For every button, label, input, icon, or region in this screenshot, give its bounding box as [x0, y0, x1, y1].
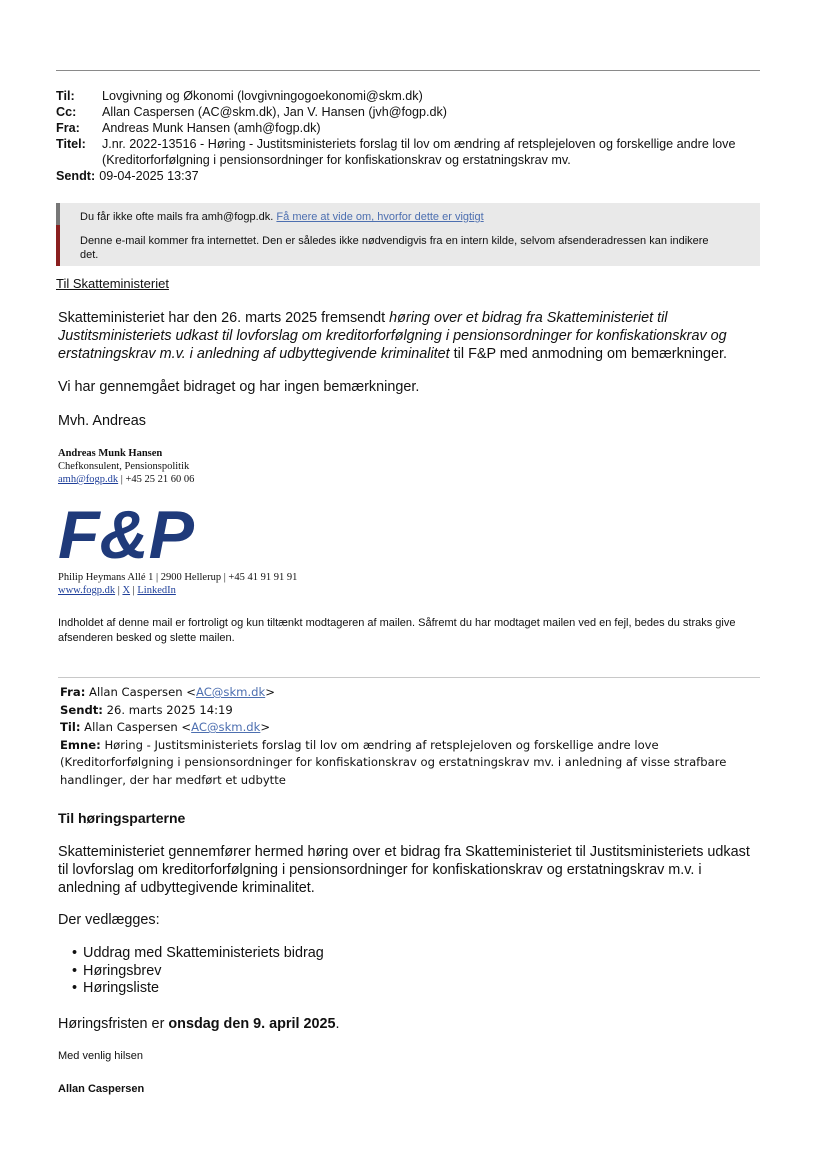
title-label: Titel:	[56, 137, 86, 151]
fwd-to-label: Til:	[60, 720, 81, 734]
attachment-item: • Høringsliste	[72, 980, 324, 998]
forwarded-header	[60, 684, 760, 789]
fwd-to-end: >	[260, 720, 271, 734]
fwd-sent-value: 26. marts 2025 14:19	[102, 702, 233, 717]
header-from-row	[56, 120, 776, 136]
fp-logo	[58, 500, 208, 566]
signature-name: Andreas Munk Hansen	[58, 448, 163, 459]
attachment-list	[72, 945, 324, 998]
fwd-from-end: >	[265, 685, 275, 699]
fwd-from-email-link[interactable]: AC@skm.dk	[195, 685, 266, 699]
fp-logo-text: F&P	[58, 500, 194, 566]
top-divider	[56, 70, 760, 71]
fwd-to-name: Allan Caspersen <	[80, 720, 192, 734]
fwd-subject-row	[60, 737, 760, 790]
signature-block	[58, 447, 194, 486]
forward-divider	[58, 677, 760, 678]
from-value: Andreas Munk Hansen (amh@fogp.dk)	[102, 121, 321, 135]
signature-footer	[58, 571, 297, 597]
reply-salutation: Til Skatteministeriet	[56, 276, 169, 291]
original-sender: Allan Caspersen	[58, 1083, 145, 1095]
header-sent-row	[56, 168, 776, 184]
website-link[interactable]: www.fogp.dk	[58, 585, 116, 596]
title-value: J.nr. 2022-13516 - Høring - Justitsministeriets forslag til lov om ændring af retsplejeloven og forskellige andre love (Kreditorforfølgning i pensionsordninger for konfiskationskrav og erstatningskrav mv.	[102, 137, 736, 167]
header-to-row	[56, 88, 776, 104]
fwd-from-name: Allan Caspersen <	[85, 685, 196, 699]
to-label: Til:	[56, 89, 75, 103]
header-cc-row	[56, 104, 776, 120]
linkedin-link[interactable]: LinkedIn	[137, 585, 176, 596]
signature-contact	[58, 473, 194, 486]
signature-links	[58, 584, 297, 597]
sent-label: Sendt:	[56, 169, 96, 183]
sent-value: 09-04-2025 13:37	[99, 169, 199, 183]
email-header	[56, 88, 776, 184]
fwd-subject-value: Høring - Justitsministeriets forslag til lov om ændring af retsplejeloven og forskellige andre love (Kreditorforfølgning i pensionsordninger for konfiskationskrav og erstatningskrav mv. i anledning af visse strafbare handlinger, der har medført et udbytte	[60, 737, 727, 787]
attachment-item: • Høringsbrev	[72, 963, 324, 981]
external-warning: Denne e-mail kommer fra internettet. Den er således ikke nødvendigvis fra en intern kilde, selvom afsenderadressen kan indikere det.	[56, 225, 760, 266]
link-separator: |	[115, 585, 123, 596]
deadline-date: onsdag den 9. april 2025	[168, 1016, 336, 1032]
reply-closing: Mvh. Andreas	[58, 413, 146, 429]
sender-notice-text: Du får ikke ofte mails fra amh@fogp.dk.	[80, 211, 274, 223]
reply-paragraph-1	[58, 309, 758, 363]
original-greeting: Med venlig hilsen	[58, 1050, 143, 1062]
to-value: Lovgivning og Økonomi (lovgivningogoekonomi@skm.dk)	[102, 89, 423, 103]
reply-p1-italic: høring over et bidrag fra Skatteministeriet til Justitsministeriets udkast til lovforslag om kreditorforfølgning i pensionsordninger for konfiskationskrav og erstatningskrav m.v. i anledning af udbyttegivende kriminalitet	[58, 310, 727, 362]
x-link[interactable]: X	[122, 585, 131, 596]
from-label: Fra:	[56, 121, 80, 135]
external-mail-banner	[56, 203, 760, 266]
fwd-to-email-link[interactable]: AC@skm.dk	[191, 720, 261, 734]
signature-role: Chefkonsulent, Pensionspolitik	[58, 461, 190, 472]
signature-email-link[interactable]: amh@fogp.dk	[58, 474, 119, 485]
cc-label: Cc:	[56, 105, 77, 119]
fwd-sent-row	[60, 702, 760, 720]
learn-more-link[interactable]: Få mere at vide om, hvorfor dette er vigtigt	[276, 211, 484, 223]
reply-paragraph-2: Vi har gennemgået bidraget og har ingen bemærkninger.	[58, 379, 420, 395]
deadline-end: .	[335, 1016, 340, 1032]
sender-notice	[56, 203, 760, 225]
attachment-item: • Uddrag med Skatteministeriets bidrag	[72, 945, 324, 963]
fwd-from-row	[60, 684, 760, 702]
reply-p1-start: Skatteministeriet har den 26. marts 2025 fremsendt	[58, 310, 390, 326]
deadline-line	[58, 1015, 758, 1033]
confidentiality-disclaimer: Indholdet af denne mail er fortroligt og kun tiltænkt modtageren af mailen. Såfremt du har modtaget mailen ved en fejl, bedes du straks give afsenderen besked og slette mailen.	[58, 617, 736, 644]
fwd-from-label: Fra:	[60, 685, 86, 699]
signature-phone: | +45 25 21 60 06	[118, 474, 195, 485]
link-separator: |	[130, 585, 138, 596]
fwd-to-row	[60, 719, 760, 737]
header-title-row	[56, 136, 776, 168]
reply-p1-end: til F&P med anmodning om bemærkninger.	[449, 346, 727, 362]
signature-address: Philip Heymans Allé 1 | 2900 Hellerup | +45 41 91 91 91	[58, 572, 298, 583]
attachments-intro: Der vedlægges:	[58, 912, 160, 928]
cc-value: Allan Caspersen (AC@skm.dk), Jan V. Hansen (jvh@fogp.dk)	[102, 105, 447, 119]
deadline-start: Høringsfristen er	[58, 1016, 169, 1032]
fwd-subject-label: Emne:	[60, 737, 101, 752]
original-paragraph-1: Skatteministeriet gennemfører hermed høring over et bidrag fra Skatteministeriet til Justitsministeriets udkast til lovforslag om kreditorforfølgning i pensionsordninger for konfiskationskrav og erstatningskrav m.v. i anledning af udbyttegivende kriminalitet.	[58, 844, 750, 896]
fwd-sent-label: Sendt:	[60, 702, 103, 717]
original-heading: Til høringsparterne	[58, 810, 186, 826]
